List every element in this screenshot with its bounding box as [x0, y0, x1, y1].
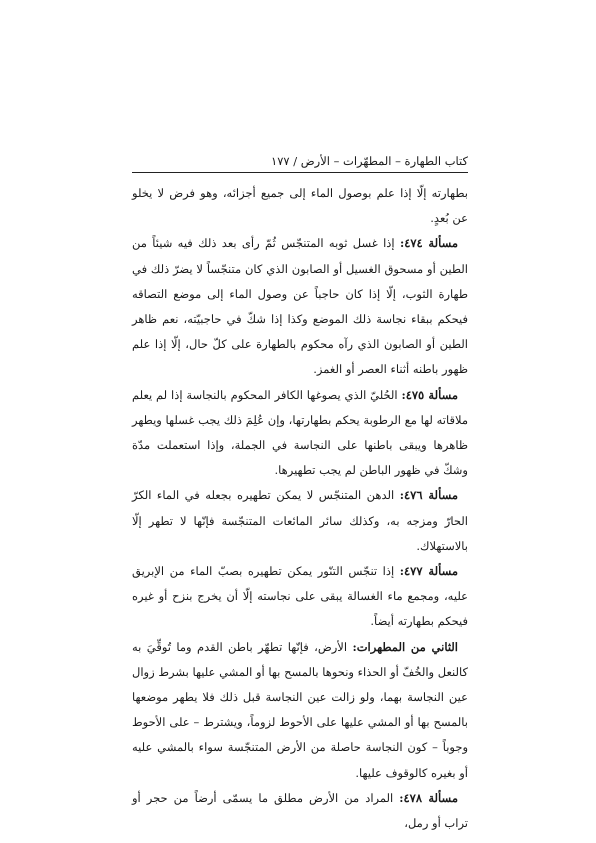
paragraph-text: الدهن المتنجّس لا يمكن تطهيره بجعله في الماء الكرّ الحارّ ومزجه به، وكذلك سائر المائعات المتنجّسة فإنّها لا تطهر إلّا بالاستهلاك. — [132, 488, 468, 553]
paragraph — [132, 559, 468, 635]
paragraph — [132, 383, 468, 484]
header-rule — [132, 172, 468, 173]
paragraph-text: الأرض، فإنّها تطهّر باطن القدم وما تُوقِّيَ به كالنعل والخُفّ أو الحذاء ونحوها بالمسح بها أو المشي عليها بشرط زوال عين النجاسة بهما، ولو زالت عين النجاسة قبل ذلك فلا يطهر موضعها بالمسح بها أو المشي عليها على الأحوط لزوماً، ويشترط – على الأحوط وجوباً – كون النجاسة حاصلة من الأرض المتنجّسة سواء بالمشي عليه أو بغيره كالوقوف عليها. — [132, 639, 468, 780]
paragraph-text: إذا غسل ثوبه المتنجّس ثُمّ رأى بعد ذلك فيه شيئاً من الطين أو مسحوق الغسيل أو الصابون الذي كان متنجّساً لا يضرّ ذلك في طهارة الثوب، إلّا إذا كان حاجباً عن وصول الماء إلى موضع التصاقه فيحكم ببقاء نجاسة ذلك الموضع وكذا إذا شكّ في حاجبيّته، نعم ظاهر الطين أو الصابون الذي رآه محكوم بالطهارة على كلّ حال، إلّا إذا علم ظهور باطنه أثناء العصر أو الغمز. — [132, 236, 468, 377]
paragraph-text: المراد من الأرض مطلق ما يسمّى أرضاً من حجر أو تراب أو رمل، — [132, 790, 468, 831]
paragraph-text: إذا تنجّس التنّور يمكن تطهيره بصبّ الماء من الإبريق عليه، ومجمع ماء الغسالة يبقى على نجاسته إلّا أن يخرج بنزح أو غيره فيحكم بطهارته أيضاً. — [132, 564, 468, 629]
paragraph-lead: الثاني من المطهرات: — [352, 639, 459, 654]
page-body — [132, 181, 468, 836]
paragraph — [132, 181, 468, 231]
paragraph-lead: مسألة ٤٧٥: — [401, 387, 458, 402]
paragraph — [132, 635, 468, 786]
paragraph — [132, 231, 468, 382]
paragraph — [132, 786, 468, 836]
paragraph-lead: مسألة ٤٧٧: — [399, 564, 458, 579]
paragraph-text: الحُليّ الذي يصوغها الكافر المحكوم بالنجاسة إذا لم يعلم ملاقاته لها مع الرطوبة يحكم بطهارتها، وإن عُلِمَ ذلك يجب غسلها ويطهر ظاهرها ويبقى باطنها على النجاسة في الجملة، وإذا استعملت مدّة وشكّ في ظهور الباطن لم يجب تطهيرها. — [132, 387, 468, 478]
paragraph — [132, 483, 468, 559]
paragraph-lead: مسألة ٤٧٨: — [399, 790, 458, 805]
paragraph-lead: مسألة ٤٧٦: — [399, 488, 458, 503]
paragraph-text: بطهارته إلّا إذا علم بوصول الماء إلى جميع أجزائه، وهو فرض لا يخلو عن بُعدٍ. — [132, 186, 468, 226]
paragraph-lead: مسألة ٤٧٤: — [399, 236, 458, 251]
running-header: كتاب الطهارة – المطهّرات – الأرض / ١٧٧ — [271, 154, 468, 168]
